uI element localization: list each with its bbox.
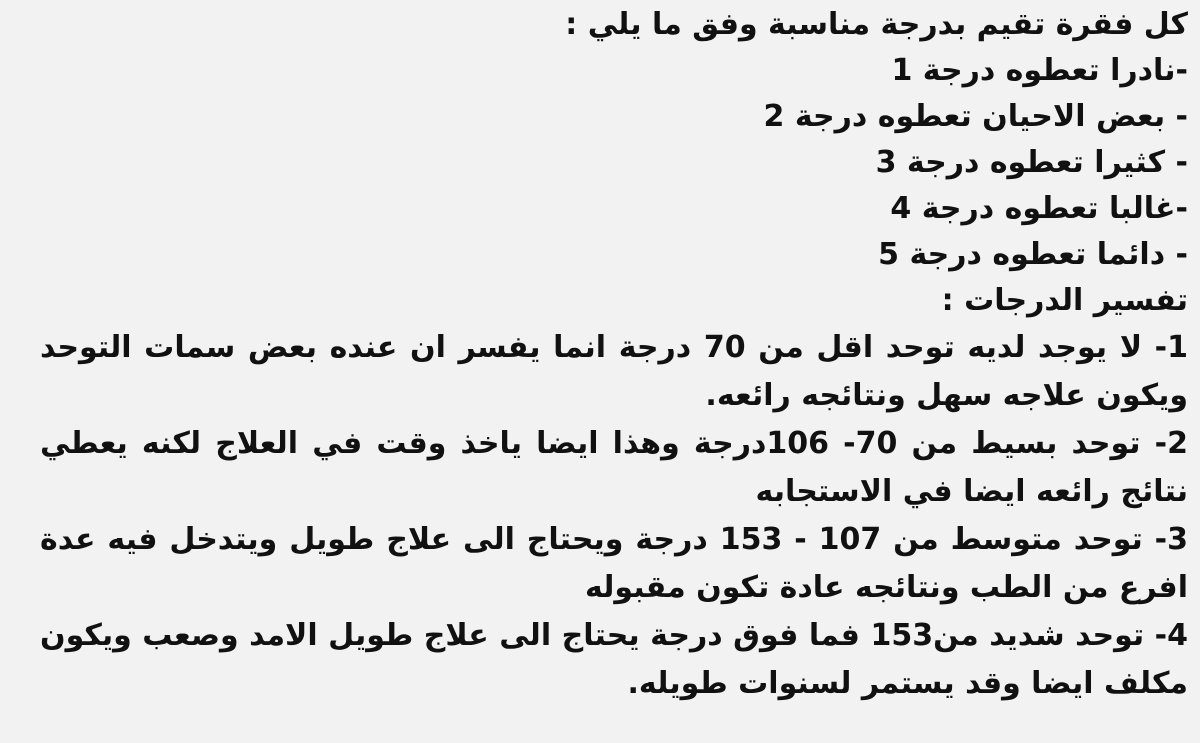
intro-line: كل فقرة تقيم بدرجة مناسبة وفق ما يلي : [565,7,1188,42]
interpretation-2: 2- توحد بسيط من 70- 106درجة وهذا ايضا ياخذ وقت في العلاج لكنه يعطي نتائج رائعه ايضا في الاستجابه [40,426,1188,509]
scale-item-always: - دائما تعطوه درجة 5 [878,237,1188,272]
scale-item-usually: -غالبا تعطوه درجة 4 [890,191,1188,226]
scale-item-sometimes: - بعض الاحيان تعطوه درجة 2 [763,99,1188,134]
scale-item-rarely: -نادرا تعطوه درجة 1 [891,53,1188,88]
interpretation-heading: تفسير الدرجات : [941,283,1188,318]
scale-item-often: - كثيرا تعطوه درجة 3 [875,145,1188,180]
interpretation-1: 1- لا يوجد لديه توحد اقل من 70 درجة انما يفسر ان عنده بعض سمات التوحد ويكون علاجه سهل ونتائجه رائعه. [40,330,1188,413]
interpretation-3: 3- توحد متوسط من 107 - 153 درجة ويحتاج الى علاج طويل ويتدخل فيه عدة افرع من الطب ونتائجه عادة تكون مقبوله [40,522,1188,605]
interpretation-4: 4- توحد شديد من153 فما فوق درجة يحتاج الى علاج طويل الامد وصعب ويكون مكلف ايضا وقد يستمر لسنوات طويله. [40,618,1189,701]
bottom-fade [0,733,1200,743]
